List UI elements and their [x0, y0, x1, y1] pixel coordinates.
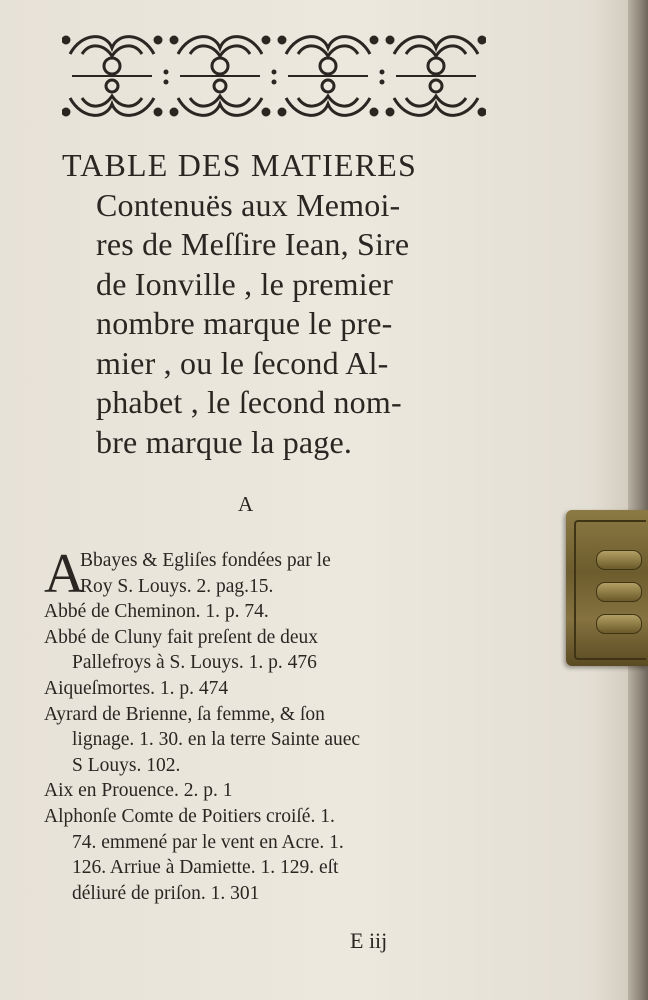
title-line: nombre marque le pre-	[96, 305, 393, 341]
entry-line: Alphonſe Comte de Poitiers croiſé. 1.	[44, 805, 335, 827]
signature-mark: E iij	[350, 928, 388, 953]
entry-line: lignage. 1. 30. en la terre Sainte auec	[72, 729, 361, 751]
entry-line: S Louys. 102.	[72, 754, 181, 776]
entry-line: Aiqueſmortes. 1. p. 474	[44, 677, 229, 699]
clasp-knob	[596, 582, 642, 602]
title-line: Contenuës aux Memoi-	[96, 186, 401, 223]
entry-line: Bbayes & Egliſes fondées par le	[80, 550, 331, 571]
index-entry	[44, 676, 484, 702]
index-entries	[44, 543, 484, 906]
book-clasp	[566, 510, 648, 666]
clasp-knob	[596, 550, 642, 570]
entry-line: Ayrard de Brienne, ſa femme, & ſon	[44, 703, 325, 725]
section-letter: A	[238, 492, 254, 516]
entry-line: Abbé de Cluny fait preſent de deux	[44, 626, 318, 648]
entry-line: Pallefroys à S. Louys. 1. p. 476	[72, 652, 317, 674]
index-entry	[44, 543, 484, 605]
entry-line: déliuré de priſon. 1. 301	[72, 882, 260, 904]
title-line: de Ionville , le premier	[96, 265, 394, 302]
title-line: bre marque la page.	[96, 423, 353, 460]
index-entry	[44, 702, 484, 779]
title-heading: TABLE DES MATIERES	[62, 147, 418, 183]
entry-line: 126. Arriue à Damiette. 1. 129. eſt	[72, 857, 339, 879]
index-entry	[44, 778, 484, 804]
title-line: phabet , le ſecond nom-	[96, 384, 402, 420]
index-entry	[44, 599, 484, 625]
ornament-headpiece	[62, 26, 486, 126]
entry-line: Abbé de Cheminon. 1. p. 74.	[44, 601, 269, 623]
page-edge	[628, 0, 648, 1000]
title-line: mier , ou le ſecond Al-	[96, 344, 389, 381]
entry-line: Roy S. Louys. 2. pag.15.	[80, 575, 274, 597]
title-line: res de Meſſire Iean, Sire	[96, 226, 410, 262]
drop-cap: A	[44, 543, 85, 605]
index-entry	[44, 804, 484, 906]
entry-line: 74. emmené par le vent en Acre. 1.	[72, 831, 344, 853]
table-title	[62, 146, 502, 462]
entry-line: Aix en Prouence. 2. p. 1	[44, 780, 233, 802]
index-entry	[44, 625, 484, 676]
clasp-knob	[596, 614, 642, 634]
